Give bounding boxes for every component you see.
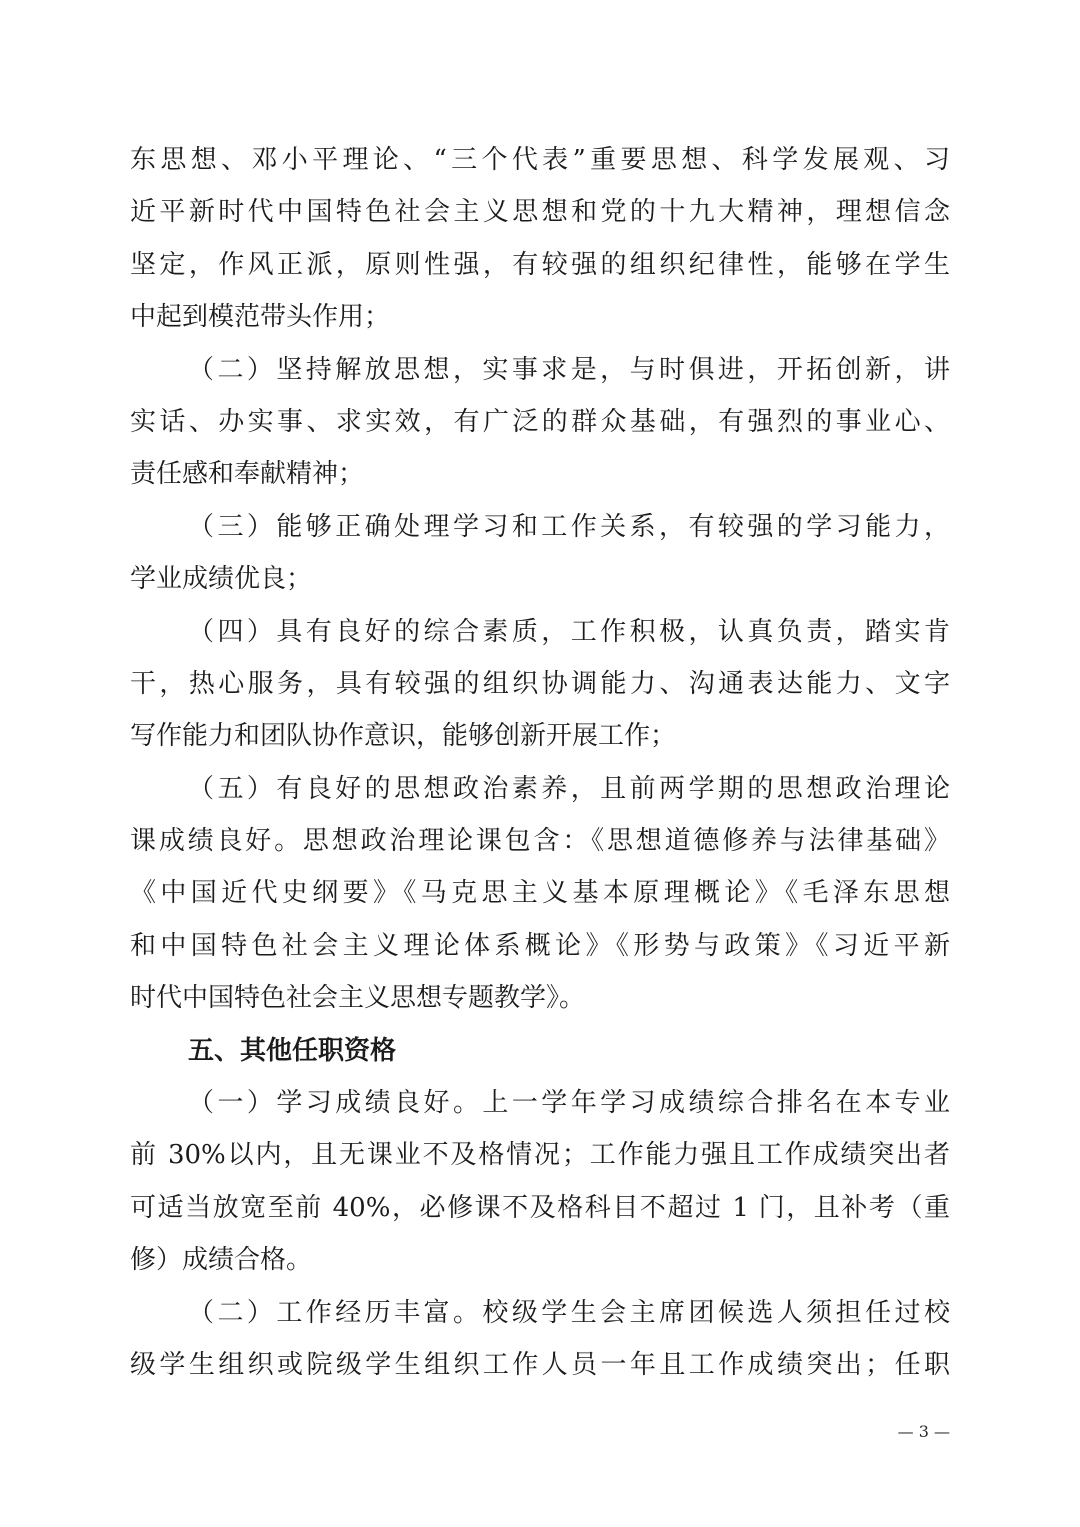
text-line: （五）有良好的思想政治素养，且前两学期的思想政治理论 [188, 773, 950, 804]
text-line: 责任感和奉献精神； [130, 459, 365, 490]
text-line: （二）坚持解放思想，实事求是，与时俱进，开拓创新，讲 [188, 354, 950, 385]
text-line: 修）成绩合格。 [130, 1245, 313, 1276]
text-line: 写作能力和团队协作意识，能够创新开展工作； [130, 721, 677, 752]
text-line: 可适当放宽至前 40%，必修课不及格科目不超过 1 门，且补考（重 [130, 1192, 950, 1223]
paragraph-item-5 [130, 763, 950, 1025]
text-line: （二）工作经历丰富。校级学生会主席团候选人须担任过校 [188, 1297, 950, 1328]
text-line: 干，热心服务，具有较强的组织协调能力、沟通表达能力、文字 [130, 668, 950, 699]
text-line: （一）学习成绩良好。上一学年学习成绩综合排名在本专业 [188, 1088, 950, 1119]
text-line: 前 30%以内，且无课业不及格情况；工作能力强且工作成绩突出者 [130, 1140, 950, 1171]
paragraph-continuation [130, 134, 950, 344]
text-line: 《中国近代史纲要》《马克思主义基本原理概论》《毛泽东思想 [130, 878, 950, 909]
text-line: 坚定，作风正派，原则性强，有较强的组织纪律性，能够在学生 [130, 249, 950, 280]
page-number: — 3 — [897, 1422, 950, 1441]
text-line: 和中国特色社会主义理论体系概论》《形势与政策》《习近平新 [130, 930, 950, 961]
paragraph-item-3 [130, 501, 950, 606]
text-line: 级学生组织或院级学生组织工作人员一年且工作成绩突出；任职 [130, 1349, 950, 1380]
text-line: 中起到模范带头作用； [130, 302, 391, 333]
text-line: （四）具有良好的综合素质，工作积极，认真负责，踏实肯 [188, 616, 950, 647]
text-line: （三）能够正确处理学习和工作关系，有较强的学习能力， [188, 511, 950, 542]
text-line: 东思想、邓小平理论、“三个代表”重要思想、科学发展观、习 [130, 145, 950, 175]
section-paragraph-item-1 [130, 1077, 950, 1287]
section-paragraph-item-2 [130, 1287, 950, 1392]
paragraph-item-2 [130, 344, 950, 501]
section-heading: 五、其他任职资格 [188, 1035, 397, 1066]
text-line: 课成绩良好。思想政治理论课包含：《思想道德修养与法律基础》 [130, 826, 950, 857]
text-line: 学业成绩优良； [130, 564, 313, 595]
text-line: 近平新时代中国特色社会主义思想和党的十九大精神，理想信念 [130, 197, 950, 228]
text-line: 实话、办实事、求实效，有广泛的群众基础，有强烈的事业心、 [130, 406, 950, 437]
text-line: 时代中国特色社会主义思想专题教学》。 [130, 983, 586, 1014]
paragraph-item-4 [130, 606, 950, 763]
document-body [130, 134, 950, 1391]
